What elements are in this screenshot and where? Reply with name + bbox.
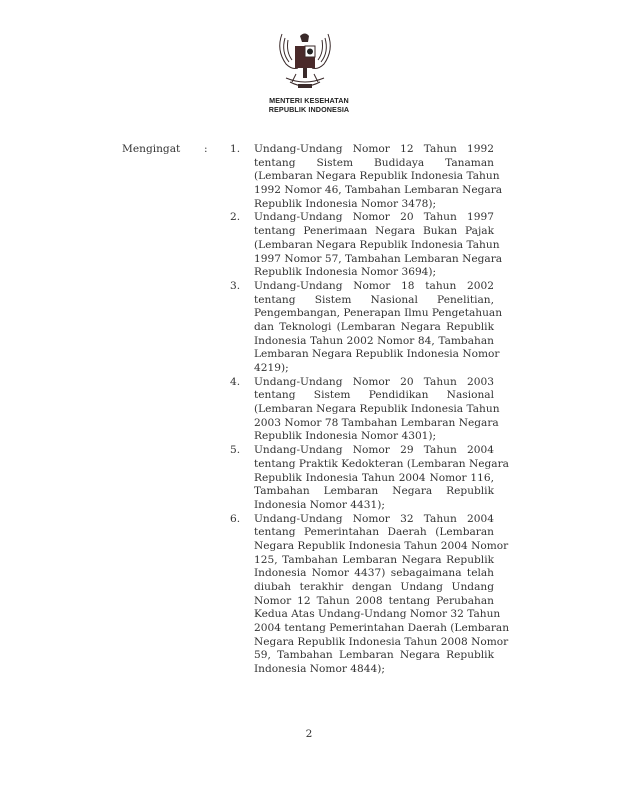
item-text-line: dan Teknologi (Lembaran Negara Republik — [254, 320, 494, 333]
item-number: 1. — [230, 143, 241, 155]
item-text-line: tentang Sistem Nasional Penelitian, — [254, 293, 494, 306]
item-text-line: Indonesia Nomor 4437) sebagaimana telah — [254, 567, 494, 580]
item-text-line: tentang Sistem Budidaya Tanaman — [254, 156, 494, 169]
item-text-line: (Lembaran Negara Republik Indonesia Tahun — [254, 238, 500, 251]
section-colon: : — [204, 143, 208, 155]
item-text-line: 4219); — [254, 362, 289, 374]
item-text-line: Undang-Undang Nomor 29 Tahun 2004 — [254, 444, 494, 457]
header-line-1: MENTERI KESEHATAN — [269, 96, 349, 105]
item-text-line: Pengembangan, Penerapan Ilmu Pengetahuan — [254, 307, 503, 320]
list-item — [230, 279, 503, 376]
regulation-list — [230, 143, 510, 677]
item-text-line: (Lembaran Negara Republik Indonesia Tahun — [254, 170, 500, 183]
item-text-line: Undang-Undang Nomor 20 Tahun 2003 — [254, 375, 494, 388]
item-text-line: Lembaran Negara Republik Indonesia Nomor — [254, 348, 500, 361]
item-text-line: tentang Praktik Kedokteran (Lembaran Negara — [254, 457, 509, 470]
header-line-2: REPUBLIK INDONESIA — [268, 105, 350, 114]
item-text-line: (Lembaran Negara Republik Indonesia Tahun — [254, 403, 500, 416]
item-text-line: 59, Tambahan Lembaran Negara Republik — [254, 649, 494, 662]
item-text-line: 1992 Nomor 46, Tambahan Lembaran Negara — [254, 184, 503, 197]
item-number: 3. — [230, 279, 241, 292]
list-item — [230, 211, 503, 279]
item-text-line: Indonesia Nomor 4844); — [254, 663, 385, 676]
list-item — [230, 143, 503, 211]
item-text-line: tentang Sistem Pendidikan Nasional — [254, 389, 494, 402]
item-number: 5. — [230, 444, 241, 457]
item-text-line: 125, Tambahan Lembaran Negara Republik — [254, 553, 494, 566]
item-text-line: Republik Indonesia Nomor 4301); — [254, 430, 437, 443]
item-text-line: Undang-Undang Nomor 32 Tahun 2004 — [254, 512, 494, 525]
item-number: 6. — [230, 512, 241, 525]
item-text-line: Republik Indonesia Nomor 3478); — [254, 197, 437, 210]
page-number: 2 — [305, 728, 313, 740]
item-text-line: tentang Pemerintahan Daerah (Lembaran — [254, 526, 494, 539]
item-text-line: 2004 tentang Pemerintahan Daerah (Lembaran — [254, 622, 510, 635]
item-text-line: tentang Penerimaan Negara Bukan Pajak — [254, 225, 494, 238]
item-text-line: Republik Indonesia Tahun 2004 Nomor 116, — [254, 471, 494, 484]
item-text-line: 1997 Nomor 57, Tambahan Lembaran Negara — [254, 252, 503, 265]
item-text-line: Indonesia Tahun 2002 Nomor 84, Tambahan — [254, 334, 494, 347]
item-text-line: Tambahan Lembaran Negara Republik — [254, 485, 494, 498]
item-text-line: Indonesia Nomor 4431); — [254, 498, 385, 511]
item-text-line: Negara Republik Indonesia Tahun 2008 Nomor — [254, 635, 509, 648]
item-text-line: 2003 Nomor 78 Tambahan Lembaran Negara — [254, 416, 499, 429]
list-item — [230, 512, 510, 677]
item-text-line: Undang-Undang Nomor 20 Tahun 1997 — [254, 211, 494, 224]
item-text-line: Negara Republik Indonesia Tahun 2004 Nomor — [254, 539, 509, 552]
item-text-line: Nomor 12 Tahun 2008 tentang Perubahan — [254, 594, 494, 607]
item-number: 4. — [230, 375, 241, 388]
list-item — [230, 444, 509, 512]
item-text-line: Undang-Undang Nomor 18 tahun 2002 — [254, 279, 494, 292]
garuda-emblem-icon — [272, 28, 338, 94]
item-text-line: Republik Indonesia Nomor 3694); — [254, 266, 437, 279]
item-number: 2. — [230, 211, 241, 224]
list-item — [230, 375, 500, 444]
item-text-line: Kedua Atas Undang-Undang Nomor 32 Tahun — [254, 608, 501, 621]
item-text-line: diubah terakhir dengan Undang Undang — [254, 581, 494, 593]
section-label: Mengingat — [122, 143, 181, 155]
item-text-line: Undang-Undang Nomor 12 Tahun 1992 — [254, 143, 494, 155]
